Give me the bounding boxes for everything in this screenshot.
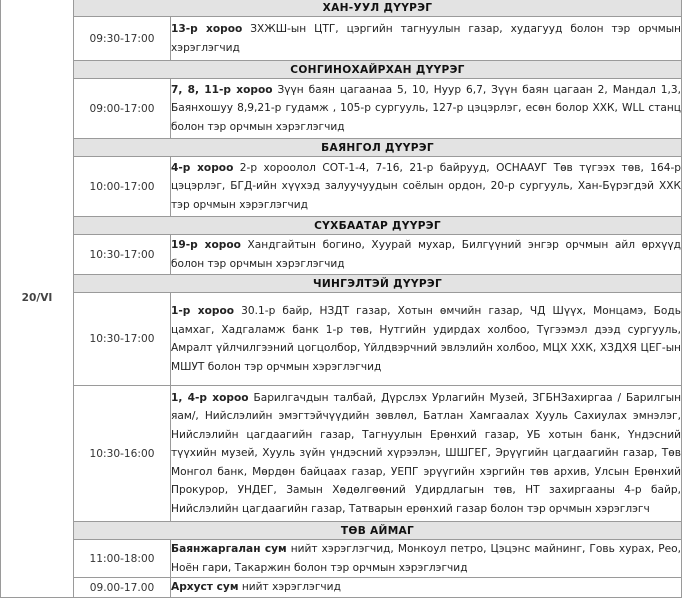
schedule-row: [1, 578, 682, 598]
schedule-row: [1, 79, 682, 139]
time-range: 10:30-17:00: [74, 293, 171, 386]
district-header-row: [1, 522, 682, 540]
district-header-row: [1, 61, 682, 79]
area-details: Хандгайтын богино, Хуурай мухар, Билгүүний энгэр орчмын айл өрхүүд болон тэр орчмын хэрэглэгчид: [171, 239, 681, 270]
district-name: БАЯНГОЛ ДҮҮРЭГ: [74, 139, 682, 157]
time-range: 10:00-17:00: [74, 157, 171, 217]
time-range: 09:00-17:00: [74, 79, 171, 139]
area-name: Баянжаргалан сум: [171, 543, 287, 555]
district-name: ТӨВ АЙМАГ: [74, 522, 682, 540]
area-details: нийт хэрэглэгчид, Монкоул петро, Цэцэнс майнинг, Говь хурах, Рео, Ноён гари, Такаржин болон тэр орчмын хэрэглэгчид: [171, 543, 682, 574]
time-range: 11:00-18:00: [74, 540, 171, 578]
area-description: [171, 157, 682, 217]
area-details: нийт хэрэглэгчид: [238, 581, 341, 594]
area-description: [171, 79, 682, 139]
area-details: ЗХЖШ-ын ЦТГ, цэргийн тагнуулын газар, худагууд болон тэр орчмын хэрэглэгчид: [171, 23, 681, 54]
district-name: ХАН-УУЛ ДҮҮРЭГ: [74, 0, 682, 17]
time-range: 09.00-17.00: [74, 578, 171, 598]
district-name: СОНГИНОХАЙРХАН ДҮҮРЭГ: [74, 61, 682, 79]
area-description: [171, 293, 682, 386]
time-range: 09:30-17:00: [74, 17, 171, 61]
area-description: [171, 235, 682, 275]
area-description: [171, 386, 682, 522]
schedule-row: [1, 540, 682, 578]
district-header-row: [1, 0, 682, 17]
schedule-row: [1, 157, 682, 217]
area-name: 13-р хороо: [171, 23, 243, 35]
area-description: [171, 578, 682, 598]
district-name: СҮХБААТАР ДҮҮРЭГ: [74, 217, 682, 235]
area-details: 2-р хороолол СОТ-1-4, 7-16, 21-р байрууд, ОСНААУГ Төв түгээх төв, 164-р цэцэрлэг, БГД-ийн хүүхэд залуучуудын соёлын ордон, 20-р сургууль, Хан-Бүрэгдэй ХХК тэр орчмын хэрэглэгчид: [171, 161, 681, 211]
time-range: 10:30-16:00: [74, 386, 171, 522]
area-details: Зүүн баян цагаанаа 5, 10, Нуур 6,7, Зүүн баян цагаан 2, Мандал 1,3, Баянхошуу 8,9,21-р гудамж , 105-р сургууль, 127-р цэцэрлэг, есөн болор ХХК, WLL станц болон тэр орчмын хэрэглэгчид: [171, 83, 681, 133]
district-name: ЧИНГЭЛТЭЙ ДҮҮРЭГ: [74, 275, 682, 293]
area-name: 4-р хороо: [171, 161, 234, 174]
district-header-row: [1, 275, 682, 293]
area-name: 7, 8, 11-р хороо: [171, 83, 273, 96]
schedule-row: [1, 17, 682, 61]
schedule-row: [1, 293, 682, 386]
area-name: 1, 4-р хороо: [171, 391, 249, 404]
district-header-row: [1, 217, 682, 235]
area-description: [171, 17, 682, 61]
area-name: 1-р хороо: [171, 305, 235, 317]
area-details: 30.1-р байр, НЗДТ газар, Хотын өмчийн газар, ЧД Шүүх, Монцамэ, Бодь цамхаг, Хадгаламж банк 1-р төв, Нутгийн удирдах холбоо, Түгээмэл дээд сургууль, Амралт үйлчилгээний цогцолбор, Үйлдвэрчний эвлэлийн холбоо, МЦХ ХХК, ХЗДХЯ ЦЕГ-ын МШУТ болон тэр орчмын хэрэглэгчид: [171, 305, 681, 373]
area-description: [171, 540, 682, 578]
date-cell: 20/VI: [1, 0, 74, 598]
time-range: 10:30-17:00: [74, 235, 171, 275]
area-name: Архуст сум: [171, 581, 239, 594]
area-details: Барилгачдын талбай, Дүрслэх Урлагийн Музей, ЗГБНЗахиргаа / Барилгын яам/, Нийслэлийн эмэгтэйчүүдийн зөвлөл, Батлан Хамгаалах Хууль Сахиулах эмнэлэг, Нийслэлийн цагдаагийн газар, Тагнуулын Ерөнхий газар, УБ хотын банк, Үндэсний түүхийн музей, Хууль зүйн үндэсний хүрээлэн, ШШГЕГ, Эрүүгийн цагдаагийн газар, Төв Монгол банк, Мөрдөн байцаах газар, УЕПГ эрүүгийн хэргийн төв архив, Улсын Ерөнхий Прокурор, УНДЕГ, Замын Хөдөлгөөний Удирдлагын төв, НТ захиргааны 4-р байр, Нийслэлийн цагдаагийн газар, Татварын ерөнхий газар болон тэр орчмын хэрэглэгч: [171, 391, 681, 515]
district-header-row: [1, 139, 682, 157]
area-name: 19-р хороо: [171, 239, 241, 251]
schedule-row: [1, 235, 682, 275]
schedule-row: [1, 386, 682, 522]
